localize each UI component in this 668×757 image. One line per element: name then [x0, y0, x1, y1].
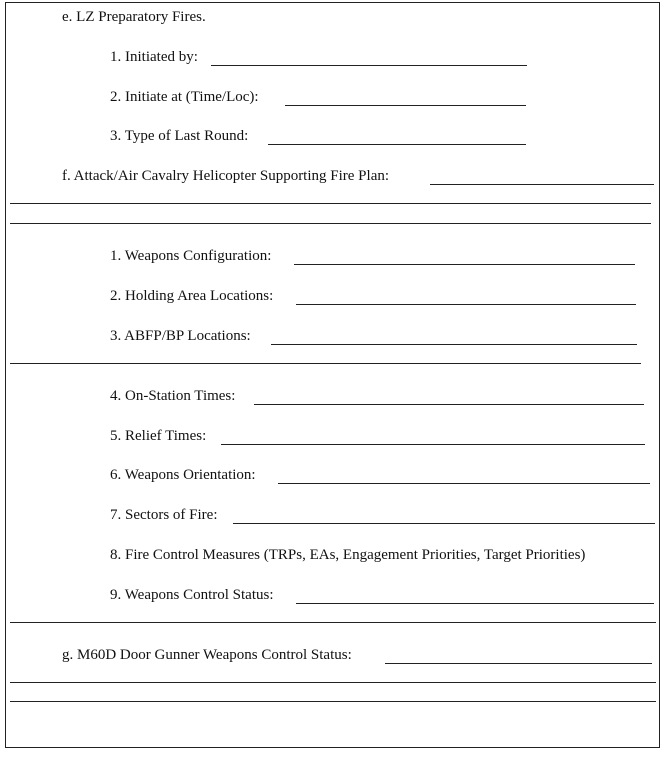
- field-label: 2. Holding Area Locations:: [110, 288, 274, 304]
- field-label: 1. Initiated by:: [110, 49, 198, 65]
- field-label: 8. Fire Control Measures (TRPs, EAs, Engagement Priorities, Target Priorities): [110, 547, 586, 563]
- blank-line[interactable]: [268, 144, 526, 145]
- blank-line[interactable]: [294, 264, 635, 265]
- field-label: 9. Weapons Control Status:: [110, 587, 274, 603]
- blank-line[interactable]: [10, 223, 651, 224]
- field-label: 2. Initiate at (Time/Loc):: [110, 89, 259, 105]
- blank-line[interactable]: [10, 363, 641, 364]
- blank-line[interactable]: [296, 304, 636, 305]
- section-f-heading: f. Attack/Air Cavalry Helicopter Supporting Fire Plan:: [62, 168, 390, 184]
- field-label: 1. Weapons Configuration:: [110, 248, 272, 264]
- blank-line[interactable]: [10, 203, 651, 204]
- field-label: 4. On-Station Times:: [110, 388, 236, 404]
- field-label: 6. Weapons Orientation:: [110, 467, 256, 483]
- blank-line[interactable]: [385, 663, 652, 664]
- blank-line[interactable]: [254, 404, 644, 405]
- field-label: 7. Sectors of Fire:: [110, 507, 218, 523]
- blank-line[interactable]: [10, 622, 656, 623]
- blank-line[interactable]: [233, 523, 655, 524]
- section-g-heading: g. M60D Door Gunner Weapons Control Status:: [62, 647, 352, 663]
- blank-line[interactable]: [221, 444, 645, 445]
- blank-line[interactable]: [10, 701, 656, 702]
- blank-line[interactable]: [285, 105, 526, 106]
- blank-line[interactable]: [10, 682, 656, 683]
- form-border: [5, 2, 660, 748]
- blank-line[interactable]: [271, 344, 637, 345]
- field-label: 5. Relief Times:: [110, 428, 207, 444]
- blank-line[interactable]: [211, 65, 527, 66]
- field-label: 3. ABFP/BP Locations:: [110, 328, 251, 344]
- section-e-heading: e. LZ Preparatory Fires.: [62, 9, 206, 25]
- field-label: 3. Type of Last Round:: [110, 128, 249, 144]
- blank-line[interactable]: [278, 483, 650, 484]
- blank-line[interactable]: [296, 603, 654, 604]
- blank-line[interactable]: [430, 184, 654, 185]
